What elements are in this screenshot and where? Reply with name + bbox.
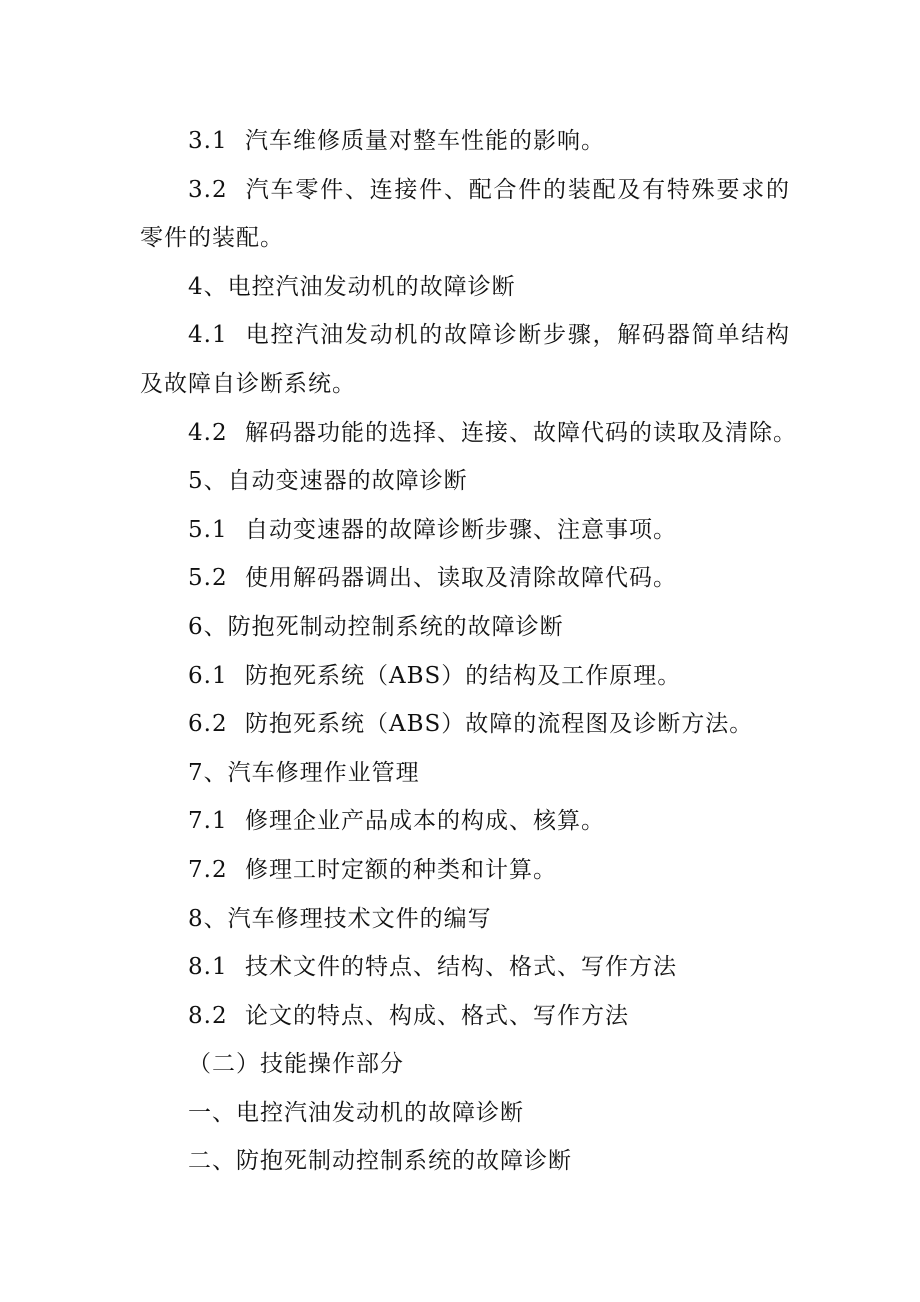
section-heading-skills bbox=[140, 1040, 790, 1089]
paragraph-8-1 bbox=[140, 943, 790, 992]
item-text: 解码器功能的选择、连接、故障代码的读取及清除。 bbox=[245, 419, 797, 446]
item-number: 6.1 bbox=[188, 662, 228, 689]
paragraph-4-2 bbox=[140, 409, 797, 458]
heading-number: 6、 bbox=[188, 613, 228, 640]
heading-number: 7、 bbox=[188, 759, 228, 786]
heading-number: 4、 bbox=[188, 273, 228, 300]
heading-text: 自动变速器的故障诊断 bbox=[227, 468, 468, 495]
heading-5 bbox=[140, 457, 790, 506]
item-number: 3.2 bbox=[188, 176, 228, 203]
paragraph-8-2 bbox=[140, 992, 790, 1041]
skill-item-1 bbox=[140, 1089, 790, 1138]
heading-8 bbox=[140, 895, 790, 944]
item-text: 使用解码器调出、读取及清除故障代码。 bbox=[245, 565, 677, 592]
paragraph-4-1-line2 bbox=[140, 360, 790, 409]
heading-number: 5、 bbox=[188, 468, 228, 495]
heading-text: 汽车修理技术文件的编写 bbox=[227, 905, 492, 932]
heading-number: 8、 bbox=[188, 905, 228, 932]
heading-4 bbox=[140, 263, 790, 312]
heading-text: 防抱死制动控制系统的故障诊断 bbox=[227, 613, 564, 640]
item-text: 防抱死系统（ABS）故障的流程图及诊断方法。 bbox=[245, 711, 754, 738]
item-number: 7.1 bbox=[188, 808, 228, 835]
heading-text: 电控汽油发动机的故障诊断 bbox=[227, 273, 516, 300]
paragraph-6-2 bbox=[140, 700, 790, 749]
paragraph-6-1 bbox=[140, 652, 790, 701]
item-number: 8.2 bbox=[188, 1002, 228, 1029]
heading-6 bbox=[140, 603, 790, 652]
item-number: 7.2 bbox=[188, 856, 228, 883]
paragraph-3-2-line2 bbox=[140, 214, 790, 263]
paragraph-7-1 bbox=[140, 797, 790, 846]
paragraph-5-2 bbox=[140, 554, 790, 603]
item-text: 自动变速器的故障诊断步骤、注意事项。 bbox=[245, 516, 677, 543]
item-text: 修理企业产品成本的构成、核算。 bbox=[245, 808, 605, 835]
item-text: 电控汽油发动机的故障诊断步骤，解码器简单结构 bbox=[245, 322, 790, 349]
section-heading-text: （二）技能操作部分 bbox=[188, 1051, 404, 1078]
paragraph-5-1 bbox=[140, 506, 790, 555]
item-text: 修理工时定额的种类和计算。 bbox=[245, 856, 557, 883]
paragraph-3-2-line1 bbox=[140, 166, 790, 215]
item-number: 5.2 bbox=[188, 565, 228, 592]
skill-item-text: 一、电控汽油发动机的故障诊断 bbox=[188, 1099, 524, 1126]
item-number: 6.2 bbox=[188, 711, 228, 738]
item-number: 5.1 bbox=[188, 516, 228, 543]
heading-text: 汽车修理作业管理 bbox=[227, 759, 420, 786]
item-text: 论文的特点、构成、格式、写作方法 bbox=[245, 1002, 629, 1029]
skill-item-text: 二、防抱死制动控制系统的故障诊断 bbox=[188, 1148, 572, 1175]
item-number: 8.1 bbox=[188, 954, 228, 981]
item-text: 汽车零件、连接件、配合件的装配及有特殊要求的 bbox=[245, 176, 790, 203]
paragraph-4-1-line1 bbox=[140, 311, 790, 360]
skill-item-2 bbox=[140, 1137, 790, 1186]
item-text: 技术文件的特点、结构、格式、写作方法 bbox=[245, 954, 677, 981]
item-number: 3.1 bbox=[188, 128, 228, 154]
item-text-continued: 及故障自诊断系统。 bbox=[140, 370, 356, 397]
paragraph-3-1 bbox=[140, 117, 790, 166]
item-text-continued: 零件的装配。 bbox=[140, 225, 284, 252]
heading-7 bbox=[140, 749, 790, 798]
item-text: 汽车维修质量对整车性能的影响。 bbox=[245, 128, 605, 154]
paragraph-7-2 bbox=[140, 846, 790, 895]
item-number: 4.1 bbox=[188, 322, 228, 349]
item-number: 4.2 bbox=[188, 419, 228, 446]
item-text: 防抱死系统（ABS）的结构及工作原理。 bbox=[245, 662, 682, 689]
document-body bbox=[140, 117, 797, 1186]
